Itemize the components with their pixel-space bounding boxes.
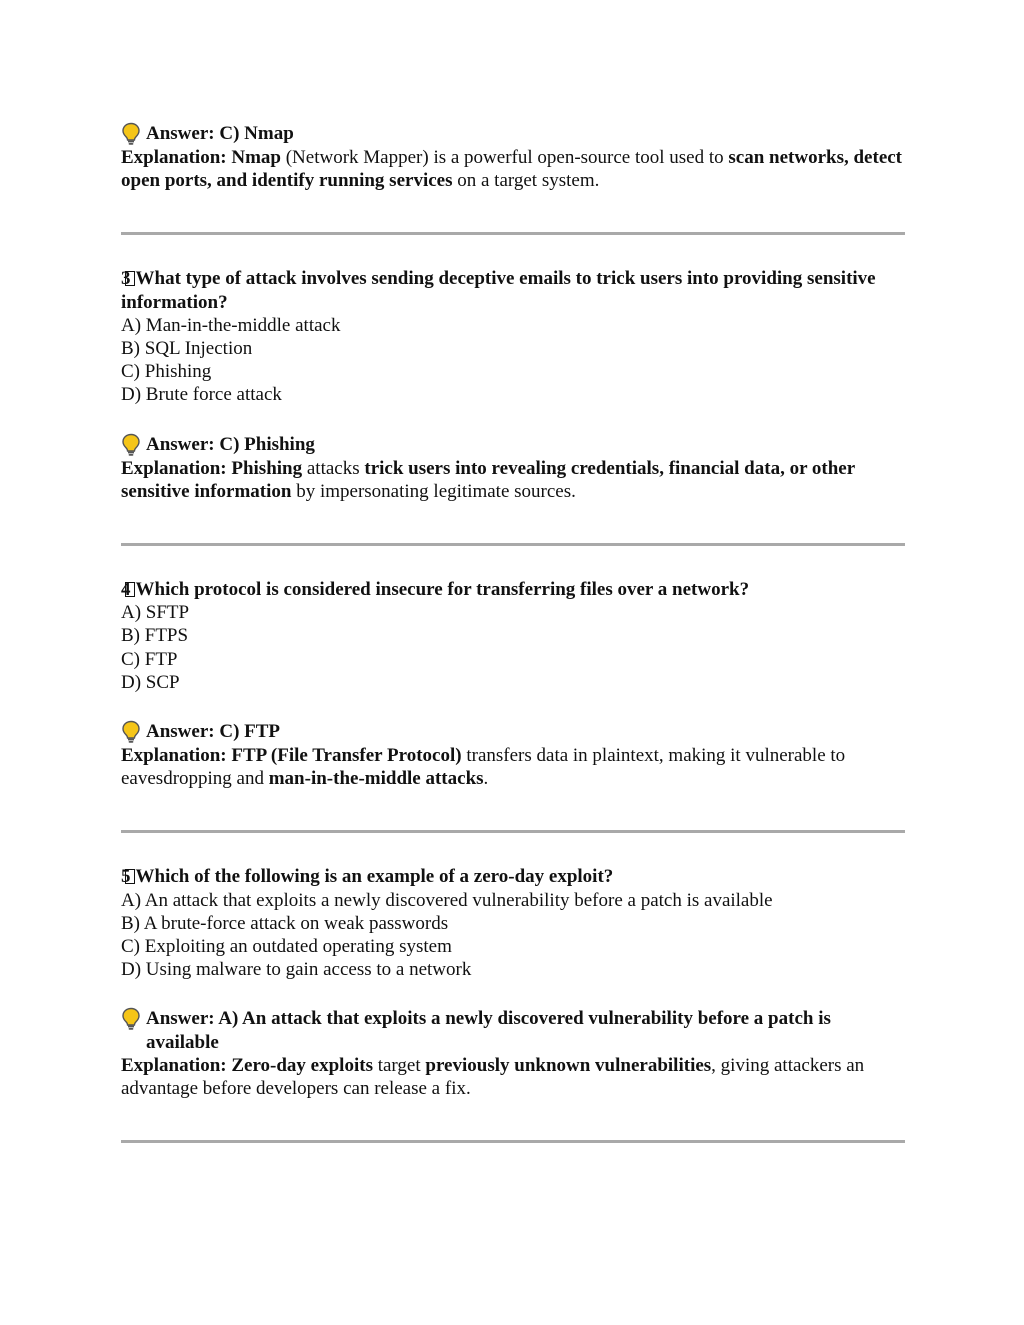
option-c: C) Exploiting an outdated operating system xyxy=(121,936,452,958)
question-number: 3 xyxy=(121,268,131,290)
option-a: A) An attack that exploits a newly discovered vulnerability before a patch is available xyxy=(121,889,773,911)
explanation-part: (Network Mapper) is a powerful open-source tool used to xyxy=(280,147,729,168)
explanation-part: Zero-day exploits xyxy=(231,1054,373,1076)
explanation-part: Nmap xyxy=(231,147,281,168)
question-stem: Which of the following is an example of a zero-day exploit? xyxy=(135,866,614,888)
explanation-part: scan networks, detect open ports, and identify running services xyxy=(121,147,903,192)
question-block xyxy=(121,578,905,790)
question-text xyxy=(121,267,905,313)
lightbulb-icon xyxy=(121,433,141,457)
option-b: B) SQL Injection xyxy=(121,338,253,360)
explanation-part: Phishing xyxy=(231,457,303,479)
question-number: 5 xyxy=(121,866,131,888)
explanation-part: . xyxy=(483,768,489,790)
explanation-part: on a target system. xyxy=(452,170,600,192)
lightbulb-icon xyxy=(121,720,141,744)
question-number: 4 xyxy=(121,579,131,601)
keycap-icon xyxy=(125,869,135,884)
section-divider xyxy=(121,1140,905,1143)
explanation-part: by impersonating legitimate sources. xyxy=(291,480,576,502)
lightbulb-icon xyxy=(121,122,141,146)
answer-line xyxy=(121,720,905,744)
explanation xyxy=(121,744,905,790)
answer-text: Answer: A) An attack that exploits a newly discovered vulnerability before a patch is available xyxy=(146,1008,831,1053)
explanation-part: , giving attackers an advantage before developers can release a fix. xyxy=(121,1054,865,1100)
explanation-part: Explanation: xyxy=(121,745,232,767)
answer-block xyxy=(121,122,905,192)
question-stem: Which protocol is considered insecure for transferring files over a network? xyxy=(135,579,750,601)
explanation-part: Explanation: xyxy=(121,147,232,168)
explanation xyxy=(121,146,905,192)
explanation-part: man-in-the-middle attacks xyxy=(268,768,484,790)
explanation xyxy=(121,1054,905,1100)
option-d: D) Brute force attack xyxy=(121,384,282,406)
explanation-part: previously unknown vulnerabilities xyxy=(425,1054,712,1076)
option-d: D) Using malware to gain access to a network xyxy=(121,959,472,981)
answer-line xyxy=(121,433,905,457)
option-b: B) A brute-force attack on weak passwords xyxy=(121,912,449,934)
option-c: C) FTP xyxy=(121,648,178,670)
explanation-part: target xyxy=(372,1054,426,1076)
question-text xyxy=(121,578,905,601)
answer-text: Answer: C) Phishing xyxy=(146,433,315,455)
lightbulb-icon xyxy=(121,1007,141,1031)
answer-line xyxy=(121,122,905,146)
explanation xyxy=(121,457,905,503)
keycap-icon xyxy=(125,271,135,286)
explanation-part: transfers data in plaintext, making it vulnerable to eavesdropping and xyxy=(121,745,846,790)
explanation-part: trick users into revealing credentials, financial data, or other sensitive information xyxy=(121,457,855,502)
answer-text: Answer: C) FTP xyxy=(146,721,281,743)
option-d: D) SCP xyxy=(121,671,180,693)
explanation-part: Explanation: xyxy=(121,457,232,479)
option-a: A) Man-in-the-middle attack xyxy=(121,314,341,336)
explanation-part: FTP (File Transfer Protocol) xyxy=(231,745,462,767)
answer-text: Answer: C) Nmap xyxy=(146,123,294,144)
question-block xyxy=(121,865,905,1100)
question-stem: What type of attack involves sending deceptive emails to trick users into providing sensitive information? xyxy=(121,268,876,313)
document-page xyxy=(121,122,905,1143)
answer-line xyxy=(121,1007,905,1053)
option-b: B) FTPS xyxy=(121,625,189,647)
question-text xyxy=(121,865,905,888)
option-a: A) SFTP xyxy=(121,602,190,624)
question-block xyxy=(121,267,905,503)
explanation-part: Explanation: xyxy=(121,1054,232,1076)
explanation-part: attacks xyxy=(302,457,365,479)
option-c: C) Phishing xyxy=(121,361,212,383)
keycap-icon xyxy=(125,582,135,597)
